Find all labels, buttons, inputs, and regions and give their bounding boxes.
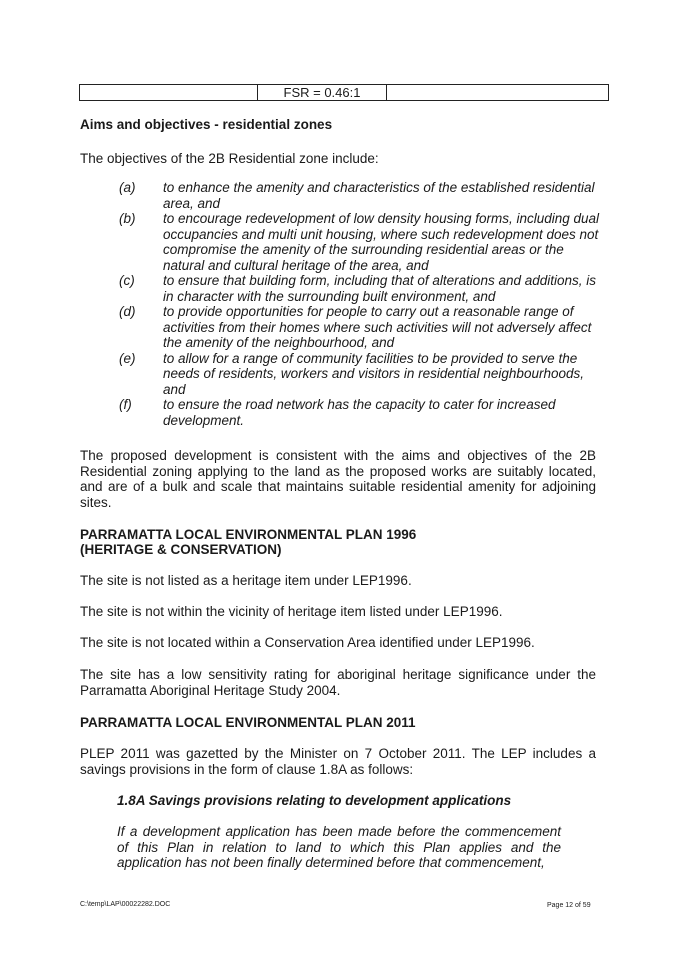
heritage-paragraph: The site is not listed as a heritage item under LEP1996. (80, 573, 412, 588)
aims-heading: Aims and objectives - residential zones (80, 117, 333, 132)
clause-heading: 1.8A Savings provisions relating to development applications (117, 793, 512, 808)
list-marker: (e) (119, 350, 136, 366)
list-marker: (d) (119, 304, 136, 319)
list-item-text: to ensure that building form, including that of alterations and additions, is in character with the surrounding built environment, and (163, 273, 597, 304)
list-item (119, 397, 599, 428)
fsr-table (79, 84, 609, 101)
list-item (119, 211, 599, 273)
list-item-text: to ensure the road network has the capacity to cater for increased development. (163, 397, 556, 428)
list-item (119, 351, 599, 398)
list-item (119, 273, 599, 304)
list-item (119, 180, 599, 211)
footer-page-number: Page 12 of 59 (547, 902, 591, 909)
list-marker: (f) (119, 397, 132, 412)
lep1996-heading-line1: PARRAMATTA LOCAL ENVIRONMENTAL PLAN 1996 (80, 527, 417, 542)
list-item-text: to encourage redevelopment of low density housing forms, including dual occupancies and multi unit housing, where such redevelopment does not compromise the amenity of the surrounding residential areas or the natural and cultural heritage of the area, and (163, 211, 600, 273)
list-item-text: to enhance the amenity and characteristics of the established residential area, and (163, 180, 595, 211)
list-item (119, 304, 599, 351)
list-marker: (b) (119, 211, 136, 226)
objectives-intro: The objectives of the 2B Residential zone include: (80, 151, 379, 166)
lep2011-heading: PARRAMATTA LOCAL ENVIRONMENTAL PLAN 2011 (80, 715, 416, 730)
objectives-list (119, 180, 599, 428)
list-item-text: to allow for a range of community facilities to be provided to serve the needs of residents, workers and visitors in residential neighbourhoods, and (163, 350, 584, 397)
fsr-table-cell (387, 85, 608, 100)
footer-file-path: C:\temp\LAP\00022282.DOC (80, 901, 171, 908)
clause-text: If a development application has been made before the commencement of this Plan in relation to land to which this Plan applies and the application has not been finally determined before that commencement, (117, 824, 561, 870)
lep2011-paragraph: PLEP 2011 was gazetted by the Minister on 7 October 2011. The LEP includes a savings provisions in the form of clause 1.8A as follows: (80, 746, 596, 777)
heritage-paragraph: The site is not within the vicinity of heritage item listed under LEP1996. (80, 604, 503, 619)
list-marker: (a) (119, 180, 136, 195)
fsr-table-cell (80, 85, 258, 100)
lep1996-heading-line2: (HERITAGE & CONSERVATION) (80, 542, 282, 557)
fsr-value-cell: FSR = 0.46:1 (258, 85, 387, 100)
heritage-paragraph: The site has a low sensitivity rating for aboriginal heritage significance under the Parramatta Aboriginal Heritage Study 2004. (80, 667, 596, 698)
consistency-paragraph: The proposed development is consistent with the aims and objectives of the 2B Residential zoning applying to the land as the proposed works are suitably located, and are of a bulk and scale that maintains suitable residential amenity for adjoining sites. (80, 448, 596, 510)
heritage-paragraph: The site is not located within a Conservation Area identified under LEP1996. (80, 635, 535, 650)
list-item-text: to provide opportunities for people to carry out a reasonable range of activities from their homes where such activities will not adversely affect the amenity of the neighbourhood, and (163, 304, 592, 350)
list-marker: (c) (119, 273, 135, 288)
